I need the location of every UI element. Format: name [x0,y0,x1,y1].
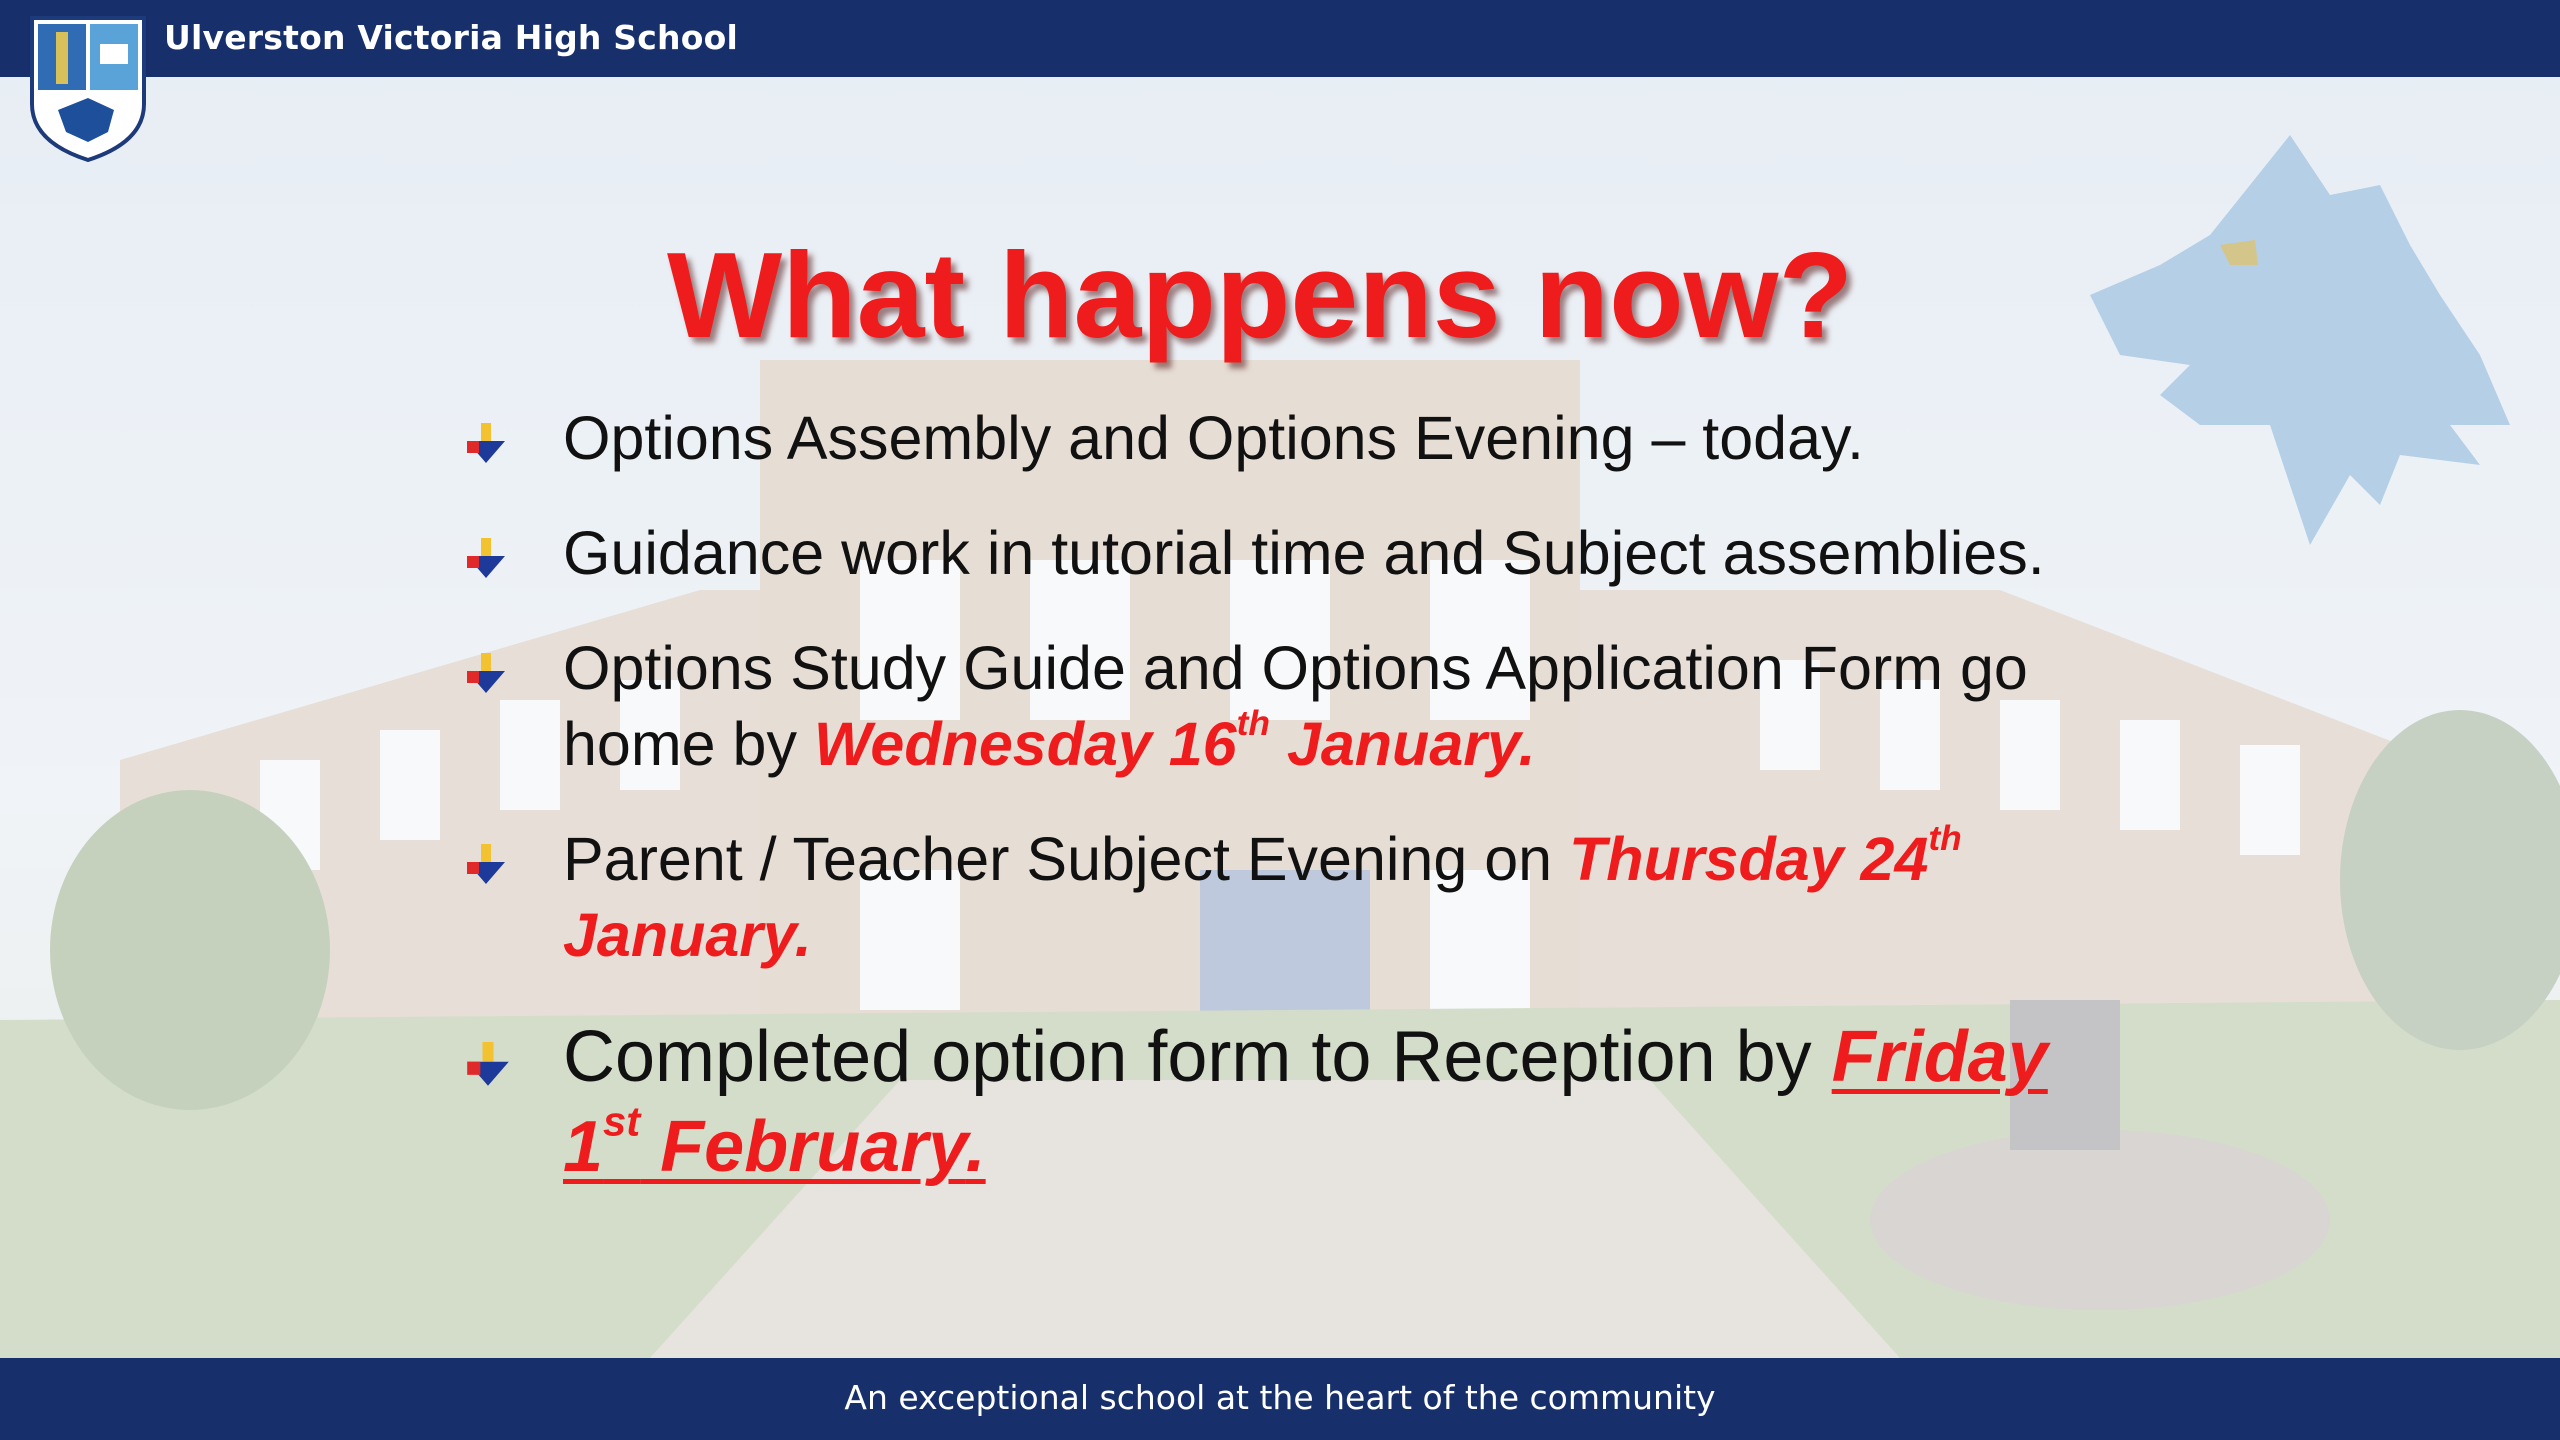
bullet-date [813,703,1536,778]
school-crest-icon [28,14,148,162]
date-month: February [640,1107,966,1187]
shield-bullet-icon [465,538,507,580]
bullet-item [465,818,2105,973]
bullet-item [465,630,2105,782]
bullet-item [465,400,2105,476]
slide-title: What happens now? [666,227,1854,363]
bullet-item [465,1012,2105,1192]
date-ordinal: st [603,1097,641,1145]
shield-bullet-icon [465,1042,511,1088]
date-month: January. [563,901,812,969]
bullet-item [465,515,2105,591]
date-day: Thursday 24 [1569,825,1929,893]
shield-bullet-icon [465,844,507,886]
shield-bullet-icon [465,653,507,695]
bullet-list [465,400,2105,1231]
date-day: Wednesday 16 [813,710,1237,778]
shield-bullet-icon [465,423,507,465]
date-month: January. [1270,710,1536,778]
date-ordinal: th [1236,703,1270,743]
bullet-text: Options Study Guide and Options Application Form go home by [563,634,2028,778]
date-ordinal: th [1928,818,1962,858]
school-name: Ulverston Victoria High School [164,18,738,57]
bullet-text: Parent / Teacher Subject Evening on [563,825,1570,893]
bullet-text: Guidance work in tutorial time and Subject assemblies. [563,519,2045,587]
date-day: Friday 1 [563,1017,2048,1187]
footer-tagline: An exceptional school at the heart of the community [844,1378,1716,1417]
bullet-text: Options Assembly and Options Evening – today. [563,404,1864,472]
date-period: . [965,1107,986,1187]
bullet-text: Completed option form to Reception by [563,1017,1832,1097]
